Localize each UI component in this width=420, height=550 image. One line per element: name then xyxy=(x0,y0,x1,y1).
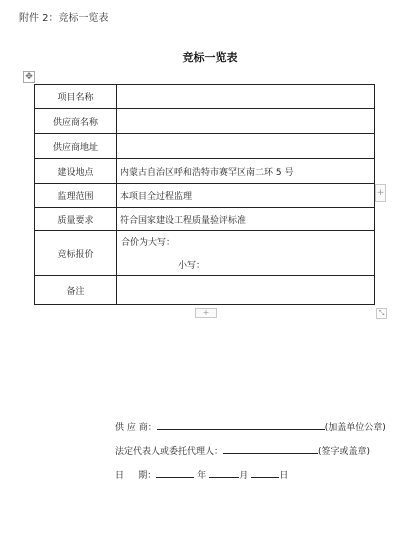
date-line xyxy=(115,468,288,481)
row-label-supplier-name: 供应商名称 xyxy=(35,109,117,134)
day-blank[interactable] xyxy=(251,468,279,478)
supplier-label: 供 应 商： xyxy=(115,423,157,433)
supplier-signature-line xyxy=(115,420,386,433)
representative-signature-line xyxy=(115,444,370,457)
row-value-bid-price[interactable] xyxy=(117,231,375,276)
move-handle-icon[interactable]: ✥ xyxy=(23,71,35,83)
table-row xyxy=(35,134,375,159)
representative-note: (签字或盖章) xyxy=(318,447,371,457)
row-value-supplier-name[interactable] xyxy=(117,109,375,134)
supplier-note: (加盖单位公章) xyxy=(324,423,386,433)
price-lowercase-label: 小写： xyxy=(178,261,206,271)
table-row xyxy=(35,231,375,276)
table-row xyxy=(35,208,375,231)
row-label-supplier-address: 供应商地址 xyxy=(35,134,117,159)
price-uppercase-label: 合价为大写： xyxy=(121,238,176,248)
row-label-bid-price: 竞标报价 xyxy=(35,231,117,276)
date-label: 日 期： xyxy=(115,471,157,481)
year-label: 年 xyxy=(197,471,207,481)
supplier-blank[interactable] xyxy=(157,420,325,430)
row-label-construction-site: 建设地点 xyxy=(35,159,117,184)
table-row xyxy=(35,159,375,184)
month-label: 月 xyxy=(239,471,249,481)
row-value-project-name[interactable] xyxy=(117,85,375,109)
row-label-supervision-scope: 监理范围 xyxy=(35,184,117,208)
table-row xyxy=(35,109,375,134)
row-label-quality-requirement: 质量要求 xyxy=(35,208,117,231)
table-row xyxy=(35,184,375,208)
row-value-supervision-scope[interactable]: 本项目全过程监理 xyxy=(117,184,375,208)
representative-blank[interactable] xyxy=(223,444,318,454)
bid-summary-table xyxy=(34,84,375,305)
add-column-plus-icon[interactable]: + xyxy=(375,184,386,202)
attachment-label: 附件 2：竞标一览表 xyxy=(19,13,109,24)
row-value-construction-site[interactable]: 内蒙古自治区呼和浩特市赛罕区南二环 5 号 xyxy=(117,159,375,184)
month-blank[interactable] xyxy=(209,468,239,478)
row-label-project-name: 项目名称 xyxy=(35,85,117,109)
document-title: 竞标一览表 xyxy=(182,51,238,64)
year-blank[interactable] xyxy=(156,468,194,478)
row-value-remarks[interactable] xyxy=(117,276,375,305)
row-value-quality-requirement[interactable]: 符合国家建设工程质量验评标准 xyxy=(117,208,375,231)
row-value-supplier-address[interactable] xyxy=(117,134,375,159)
day-label: 日 xyxy=(279,471,289,481)
table-row xyxy=(35,85,375,109)
table-row xyxy=(35,276,375,305)
row-label-remarks: 备注 xyxy=(35,276,117,305)
add-row-plus-icon[interactable]: + xyxy=(195,308,217,318)
resize-icon[interactable]: ⤡ xyxy=(376,308,387,319)
representative-label: 法定代表人或委托代理人： xyxy=(115,447,224,457)
